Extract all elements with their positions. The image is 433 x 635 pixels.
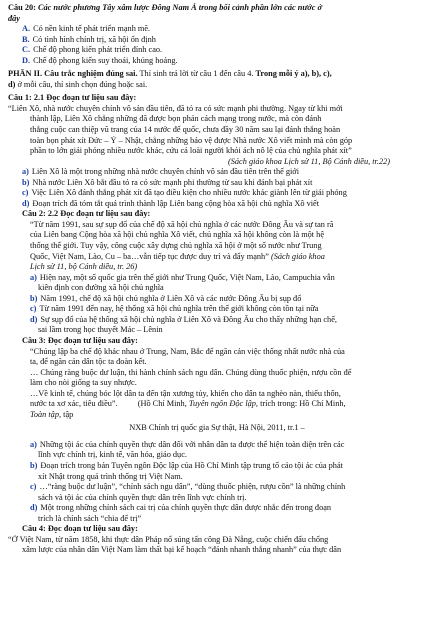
c3-passage-line: “Chúng lập ba chế độ khác nhau ở Trung, Nam, Bắc để ngăn cản việc thống nhất nước nhà của: [30, 346, 345, 356]
c1-passage-line: “Liên Xô, nhà nước chuyên chính vô sản đầu tiên, đã tỏ ra có sức mạnh phi thường. Ngay từ khi mới: [8, 103, 343, 113]
q20-title: [8, 3, 426, 14]
c1-statement-c[interactable]: c) Việc Liên Xô đánh thắng phát xít đã tạo điều kiện cho nhiều nước khác giành lên từ giải phóng: [22, 188, 347, 198]
c3-passage-line: … Chúng ràng buộc dư luận, thi hành chính sách ngu dân. Chúng dùng thuốc phiện, rượu cồn để: [30, 367, 352, 377]
c2-passage-line: thống thế giới. Tuy vậy, công cuộc xây dựng chủ nghĩa xã hội ở một số nước như Trung: [30, 241, 322, 251]
c3-statement-c-cont: sách và tội ác của chính quyền thực dân trên lĩnh vực chính trị.: [38, 492, 247, 502]
c3-statement-a-cont: lĩnh vực chính trị, kinh tế, văn hóa, giáo dục.: [38, 450, 187, 460]
c3-passage-line: làm cho nòi giống ta suy nhược.: [30, 378, 137, 388]
c4-title: Câu 4: Đọc đoạn tư liệu sau đây:: [22, 524, 138, 534]
c2-passage-line: Quốc, Việt Nam, Lào, Cu – ba…vẫn tiếp tục được duy trì và đẩy mạnh” (Sách giáo khoa: [30, 251, 325, 261]
c2-passage-line: “Từ năm 1991, sau sự sụp đổ của chế độ xã hội chủ nghĩa ở các nước Đông Âu và sự tan rã: [30, 219, 334, 229]
c3-statement-a[interactable]: a) Những tội ác của chính quyền thực dân đối với nhân dân ta được thể hiện toàn diện trên các: [30, 439, 345, 449]
c2-source: (Sách giáo khoa: [268, 251, 325, 261]
c3-publisher: NXB Chính trị quốc gia Sự thật, Hà Nội, 2011, tr.1 –: [129, 423, 305, 433]
c3-passage-line: nước ta xơ xác, tiêu điều”. (Hồ Chí Minh, Tuyên ngôn Độc lập, trích trong: Hồ Chí Minh,: [30, 399, 346, 409]
c2-statement-a[interactable]: a) Hiện nay, một số quốc gia trên thế giới như Trung Quốc, Việt Nam, Lào, Campuchia vẫn: [30, 272, 335, 282]
c3-statement-b-cont: xít Nhật trong quá trình thống trị Việt Nam.: [38, 471, 183, 481]
c2-title: Câu 2: 2.2 Đọc đoạn tư liệu sau đây:: [22, 209, 151, 219]
c1-source: (Sách giáo khoa Lịch sử 11, Bộ Cánh diều, tr.22): [228, 156, 390, 166]
c3-passage-line: ta, để ngăn cản dân tộc ta đoàn kết.: [30, 357, 147, 367]
c1-passage-line: phần to lớn giải phóng nhiều nước khác, cứu cả loài người khỏi ách nô lệ của chủ nghĩa phát xít”: [30, 146, 352, 156]
c2-statement-d[interactable]: d) Sự sụp đổ của hệ thống xã hội chủ nghĩa ở Liên Xô và Đông Âu cho thấy những hạn chế,: [30, 314, 337, 324]
q20-option-c[interactable]: C. Chế độ phong kiến phát triển đỉnh cao.: [22, 45, 163, 55]
c1-title: Câu 1: 2.1 Đọc đoạn tư liệu sau đây:: [8, 93, 137, 103]
c3-source-line2: Toàn tập, tập: [30, 409, 74, 419]
c3-statement-c[interactable]: c) …“ràng buộc dư luận”, “chính sách ngu dân”, “dùng thuốc phiện, rượu cồn” là những chính: [30, 482, 346, 492]
part2-instructions: PHẦN II. Câu trắc nghiệm đúng sai. Thí sinh trả lời từ câu 1 đến câu 4. Trong mỗi ý a), b), c),: [8, 69, 332, 79]
c1-statement-b[interactable]: b) Nhà nước Liên Xô bắt đầu tỏ ra có sức mạnh phi thường từ sau khi đánh bại phát xít: [22, 177, 313, 187]
c1-passage-line: toàn bọn phát xít Đức – Ý – Nhật, chẳng những bảo vệ được Nhà nước Xô viết mình mà còn góp: [30, 135, 353, 145]
c1-passage-line: thắng cuộc can thiệp vũ trang của 14 nước đế quốc, chưa đầy 30 năm sau lại đánh thắng hoàn: [30, 125, 341, 135]
part2-instructions-line2: d) ở mỗi câu, thí sinh chọn đúng hoặc sai.: [8, 79, 148, 89]
c4-passage-line: “Ở Việt Nam, từ năm 1858, khi thực dân Pháp nổ súng tấn công Đà Nẵng, cuộc chiến đấu chống: [8, 534, 329, 544]
c1-statement-a[interactable]: a) Liên Xô là một trong những nhà nước chuyên chính vô sản đầu tiên trên thế giới: [22, 167, 299, 177]
q20-option-d[interactable]: D. Chế độ phong kiến suy thoái, khủng hoảng.: [22, 55, 178, 65]
c2-statement-a-cont: kiên định con đường xã hội chủ nghĩa: [38, 283, 164, 293]
c2-statement-c[interactable]: c) Từ năm 1991 đến nay, hệ thống xã hội chủ nghĩa trên thế giới không còn tồn tại nữa: [30, 304, 319, 314]
c4-passage-line: xâm lược của nhân dân Việt Nam làm thất bại kế hoạch “đánh nhanh thắng nhanh” của thực dân: [22, 545, 342, 555]
c3-passage-line: …Về kinh tế, chúng bóc lột dân ta đến tận xương tủy, khiến cho dân ta nghèo nàn, thiếu thốn,: [30, 388, 341, 398]
c3-statement-b[interactable]: b) Đoạn trích trong bản Tuyên ngôn Độc lập của Hồ Chí Minh tập trung tố cáo tội ác của phát: [30, 460, 343, 470]
c2-statement-b[interactable]: b) Năm 1991, chế độ xã hội chủ nghĩa ở Liên Xô và các nước Đông Âu bị sụp đổ: [30, 293, 302, 303]
q20-option-b[interactable]: B. Có tình hình chính trị, xã hội ổn định: [22, 34, 156, 44]
q20-stem-line2: đây: [8, 13, 20, 23]
c2-passage-line: của Liên bang Cộng hòa xã hội chủ nghĩa Xô viết, chủ nghĩa xã hội không còn là một hệ: [30, 230, 325, 240]
q20-stem: Các nước phương Tây xâm lược Đông Nam Á trong bối cảnh phần lớn các nước ở: [35, 3, 322, 12]
q20-option-a[interactable]: A. Có nền kinh tế phát triển mạnh mẽ.: [22, 24, 151, 34]
c3-source: (Hồ Chí Minh,: [137, 399, 189, 409]
c1-passage-line: thành lập, Liên Xô chẳng những đã được bọn phản cách mạng trong nước, mà còn đánh: [30, 114, 322, 124]
c2-statement-d-cont: sai lầm trong học thuyết Mác – Lênin: [38, 325, 163, 335]
q20-number: Câu 20:: [8, 3, 36, 12]
c2-source-line2: Lịch sử 11, bộ Cánh diều, tr. 26): [30, 262, 138, 272]
c3-title: Câu 3: Đọc đoạn tư liệu sau đây:: [22, 335, 138, 345]
c1-statement-d[interactable]: d) Đoạn trích đã tóm tắt quá trình thành lập Liên bang cộng hòa xã hội chủ nghĩa Xô viết: [22, 198, 320, 208]
c3-statement-d-cont: trích là chính sách “chia để trị”: [38, 513, 142, 523]
part2-heading: PHẦN II. Câu trắc nghiệm đúng sai.: [8, 69, 138, 79]
c3-statement-d[interactable]: d) Một trong những chính sách cai trị của chính quyền thực dân được nhắc đến trong đoạn: [30, 503, 332, 513]
